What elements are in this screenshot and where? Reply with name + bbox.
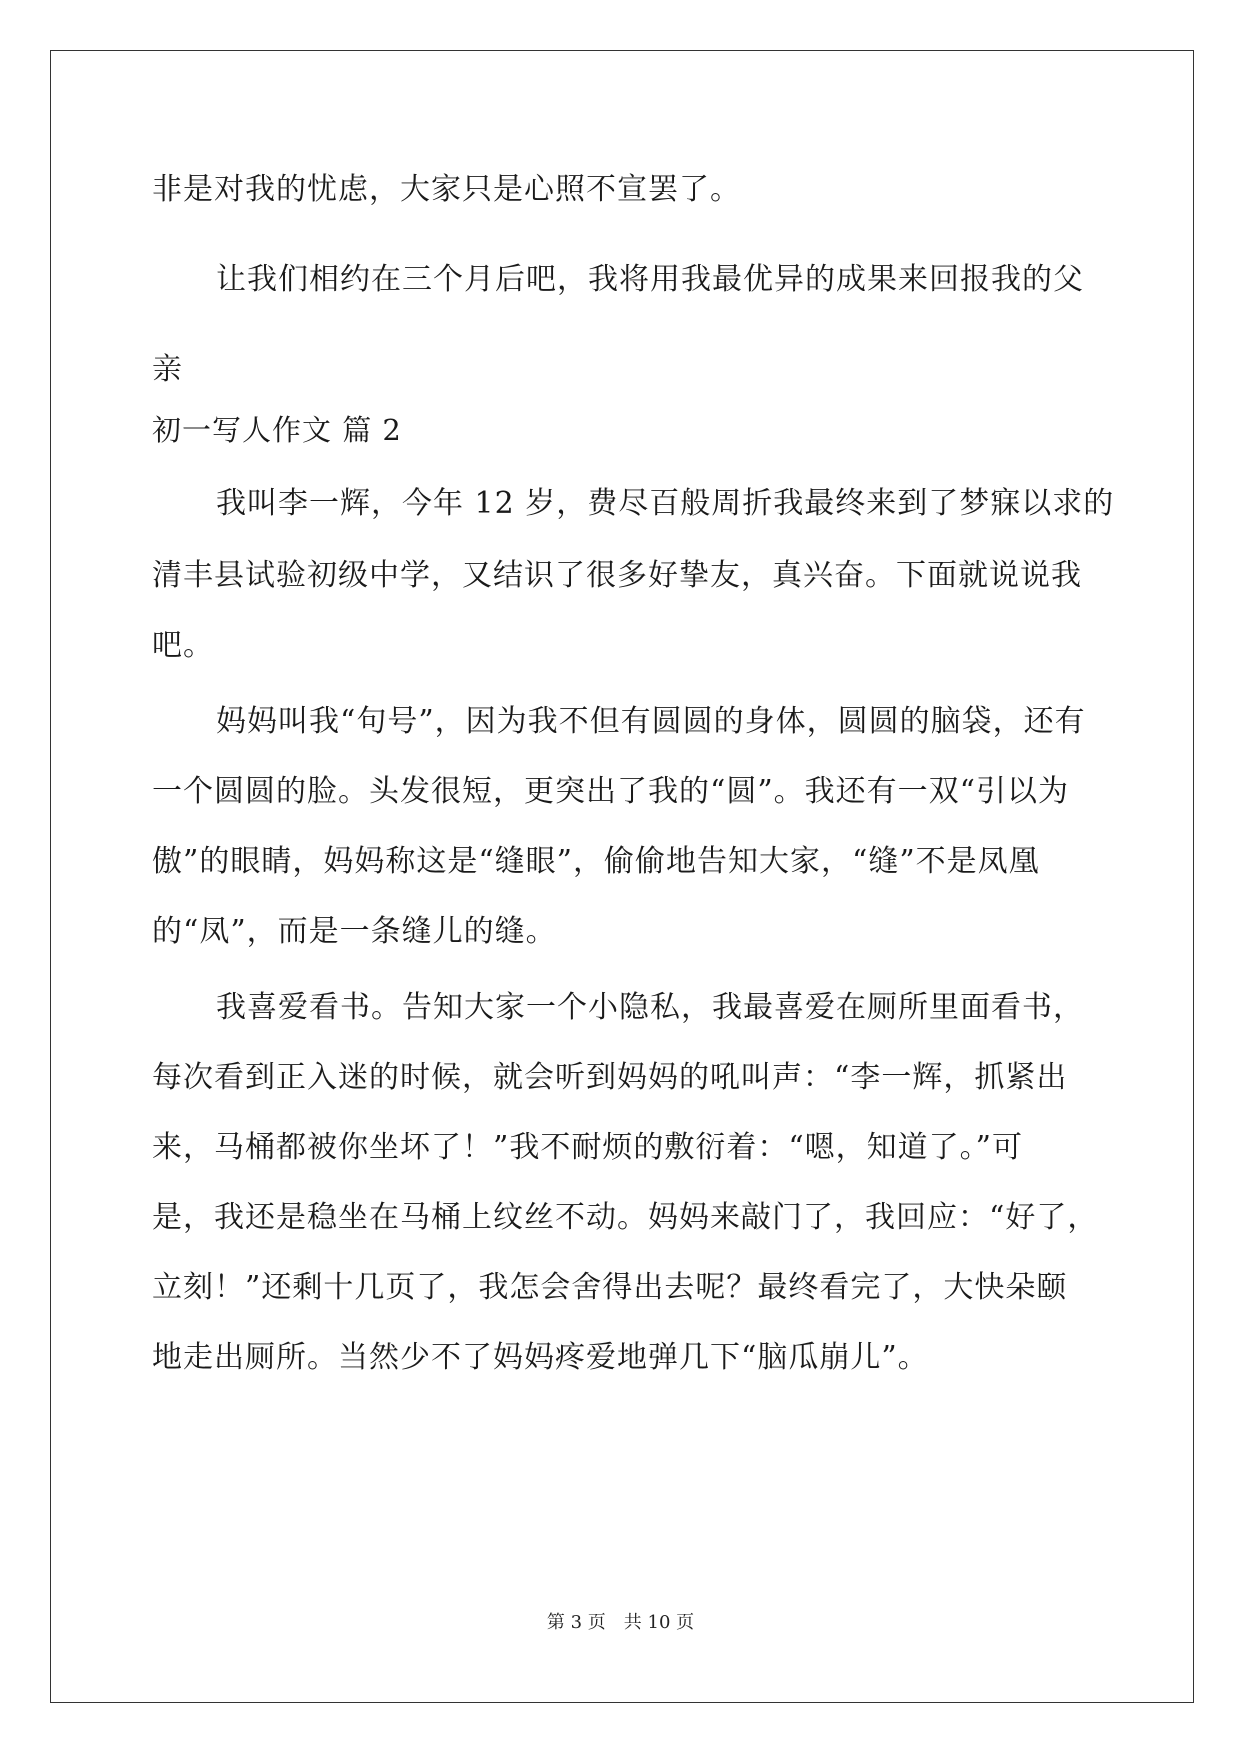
paragraph-spacer	[152, 1318, 1092, 1328]
paragraph-spacer	[152, 1038, 1092, 1048]
text-line: 一个圆圆的脸。头发很短，更突出了我的“圆”。我还有一双“引以为	[152, 774, 1070, 809]
text-line: 妈妈叫我“句号”，因为我不但有圆圆的身体，圆圆的脑袋，还有	[216, 704, 1086, 739]
text-line: 傲”的眼睛，妈妈称这是“缝眼”，偷偷地告知大家，“缝”不是凤凰	[152, 844, 1040, 879]
text-line: 我喜爱看书。告知大家一个小隐私，我最喜爱在厕所里面看书，	[216, 990, 1084, 1025]
text-line: 地走出厕所。当然少不了妈妈疼爱地弹几下“脑瓜崩儿”。	[152, 1340, 929, 1375]
paragraph-spacer	[152, 460, 1092, 474]
paragraph-spacer	[152, 676, 1092, 692]
text-line: 每次看到正入迷的时候，就会听到妈妈的吼叫声：“李一辉，抓紧出	[152, 1060, 1068, 1095]
text-line: 吧。	[152, 628, 214, 663]
paragraph-spacer	[152, 220, 1092, 250]
paragraph-spacer	[152, 534, 1092, 546]
paragraph-spacer	[152, 822, 1092, 832]
text-line: 非是对我的忧虑，大家只是心照不宣罢了。	[152, 172, 741, 207]
paragraph-spacer	[152, 606, 1092, 616]
section-heading: 初一写人作文 篇 2	[152, 413, 402, 447]
text-line: 立刻！”还剩十几页了，我怎会舍得出去呢？最终看完了，大快朵颐	[152, 1270, 1068, 1305]
text-line: 亲	[152, 352, 183, 387]
text-line: 我叫李一辉，今年 12 岁，费尽百般周折我最终来到了梦寐以求的	[216, 486, 1115, 521]
paragraph-spacer	[152, 892, 1092, 902]
paragraph-spacer	[152, 752, 1092, 762]
text-line: 清丰县试验初级中学，又结识了很多好挚友，真兴奋。下面就说说我	[152, 558, 1082, 593]
text-line: 的“凤”，而是一条缝儿的缝。	[152, 914, 557, 949]
text-line: 来，马桶都被你坐坏了！”我不耐烦的敷衍着：“嗯，知道了。”可	[152, 1130, 1024, 1165]
text-line: 让我们相约在三个月后吧，我将用我最优异的成果来回报我的父	[216, 262, 1084, 297]
text-line: 是，我还是稳坐在马桶上纹丝不动。妈妈来敲门了，我回应：“好了，	[152, 1200, 1099, 1235]
document-body	[152, 160, 1115, 1388]
page-number: 第 3 页	[546, 1612, 606, 1633]
paragraph-spacer	[152, 962, 1092, 978]
total-pages: 共 10 页	[623, 1612, 695, 1633]
paragraph-spacer	[152, 1178, 1092, 1188]
paragraph-spacer	[152, 1248, 1092, 1258]
paragraph-spacer	[152, 1108, 1092, 1118]
page-footer	[0, 1608, 1241, 1634]
paragraph-spacer	[152, 310, 1092, 340]
